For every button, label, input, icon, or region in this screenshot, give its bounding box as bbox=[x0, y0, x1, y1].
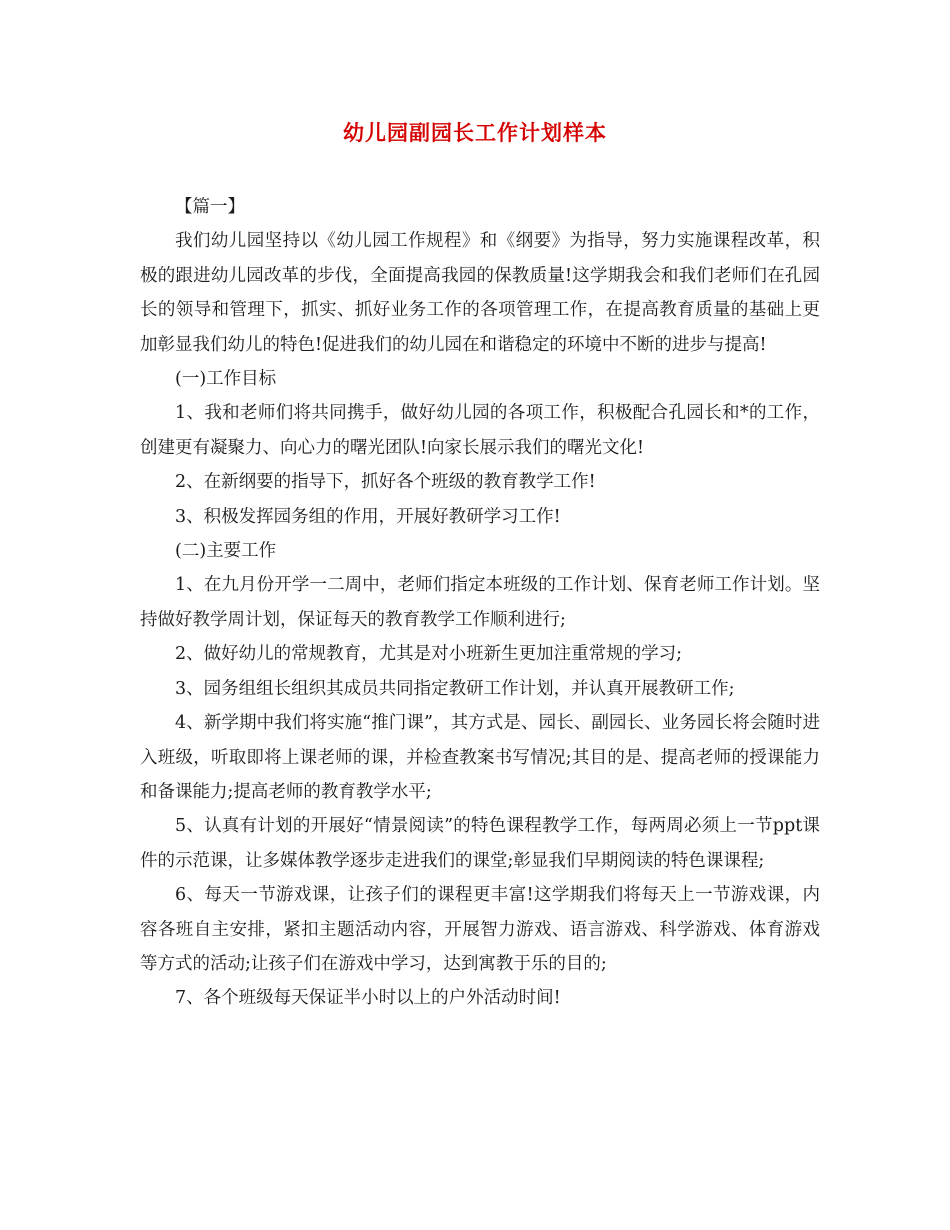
goal-item-1: 1、我和老师们将共同携手，做好幼儿园的各项工作，积极配合孔园长和*的工作，创建更有凝聚力、向心力的曙光团队!向家长展示我们的曙光文化! bbox=[140, 403, 820, 458]
section-label: 【篇一】 bbox=[175, 197, 245, 217]
work-item-2: 2、做好幼儿的常规教育，尤其是对小班新生更加注重常规的学习; bbox=[175, 644, 683, 665]
work-item-6: 6、每天一节游戏课，让孩子们的课程更丰富!这学期我们将每天上一节游戏课，内容各班自主安排，紧扣主题活动内容，开展智力游戏、语言游戏、科学游戏、体育游戏等方式的活动;让孩子们在游戏中学习，达到寓教于乐的目的; bbox=[140, 885, 820, 974]
goal-item-3: 3、积极发挥园务组的作用，开展好教研学习工作! bbox=[175, 506, 561, 527]
work-item-3: 3、园务组组长组织其成员共同指定教研工作计划，并认真开展教研工作; bbox=[175, 678, 735, 699]
heading-main-work: (二)主要工作 bbox=[175, 541, 277, 562]
document-body bbox=[140, 190, 820, 1016]
heading-work-goals: (一)工作目标 bbox=[175, 369, 277, 390]
work-item-7: 7、各个班级每天保证半小时以上的户外活动时间! bbox=[175, 988, 561, 1009]
intro-paragraph: 我们幼儿园坚持以《幼儿园工作规程》和《纲要》为指导，努力实施课程改革，积极的跟进幼儿园改革的步伐，全面提高我园的保教质量!这学期我会和我们老师们在孔园长的领导和管理下，抓实、抓好业务工作的各项管理工作，在提高教育质量的基础上更加彰显我们幼儿的特色!促进我们的幼儿园在和谐稳定的环境中不断的进步与提高! bbox=[140, 231, 820, 355]
work-item-1: 1、在九月份开学一二周中，老师们指定本班级的工作计划、保育老师工作计划。坚持做好教学周计划，保证每天的教育教学工作顺利进行; bbox=[140, 575, 820, 630]
goal-item-2: 2、在新纲要的指导下，抓好各个班级的教育教学工作! bbox=[175, 472, 596, 493]
work-item-5: 5、认真有计划的开展好“情景阅读”的特色课程教学工作，每两周必须上一节ppt课件的示范课，让多媒体教学逐步走进我们的课堂;彰显我们早期阅读的特色课课程; bbox=[140, 816, 820, 871]
work-item-4: 4、新学期中我们将实施“推门课”，其方式是、园长、副园长、业务园长将会随时进入班级，听取即将上课老师的课，并检查教案书写情况;其目的是、提高老师的授课能力和备课能力;提高老师的教育教学水平; bbox=[140, 713, 820, 802]
document-title: 幼儿园副园长工作计划样本 bbox=[343, 120, 607, 145]
